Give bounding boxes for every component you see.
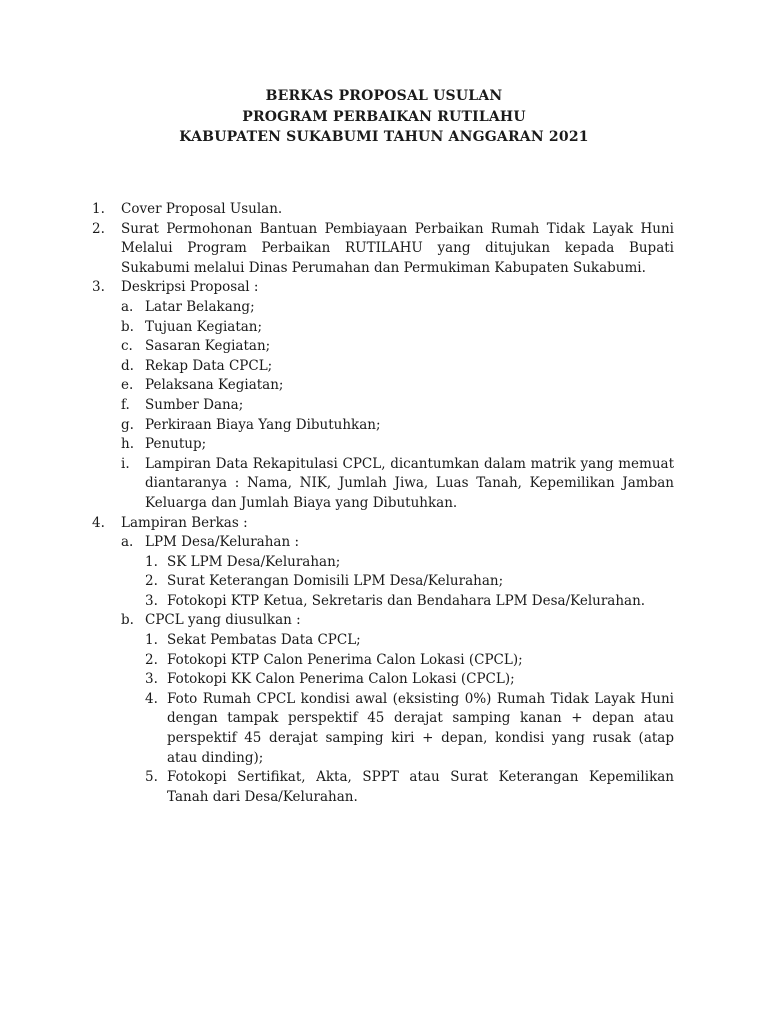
list-item-2 [0, 220, 674, 279]
list-text: Pelaksana Kegiatan; [145, 377, 284, 394]
list-marker: 2. [145, 573, 158, 590]
list-text: SK LPM Desa/Kelurahan; [167, 553, 341, 570]
sub-item-3d [0, 357, 674, 377]
sub-item-3f [0, 396, 674, 416]
list-marker: 4. [145, 690, 158, 707]
list-marker: a. [121, 298, 134, 315]
list-text: Penutup; [145, 436, 207, 453]
list-item-1 [0, 200, 674, 220]
list-text: Fotokopi KTP Ketua, Sekretaris dan Bendahara LPM Desa/Kelurahan. [167, 592, 646, 609]
list-marker: d. [121, 357, 134, 374]
title-line-1: BERKAS PROPOSAL USULAN [265, 88, 503, 104]
sub-item-4a-1 [0, 553, 674, 573]
list-text: Lampiran Berkas : [121, 514, 248, 531]
list-marker: e. [121, 377, 134, 394]
list-marker: b. [121, 318, 134, 335]
list-marker: 1. [92, 201, 105, 217]
list-text: Sasaran Kegiatan; [145, 338, 271, 355]
list-marker: c. [121, 338, 133, 355]
list-text: Sumber Dana; [145, 396, 244, 413]
list-marker: a. [121, 534, 134, 551]
sub-item-4b-3 [0, 670, 674, 690]
list-marker: g. [121, 416, 134, 433]
list-marker: 4. [92, 514, 105, 531]
list-marker: 1. [145, 632, 158, 649]
list-text: Lampiran Data Rekapitulasi CPCL, dicantumkan dalam matrik yang memuat diantaranya : Nama, NIK, Jumlah Jiwa, Luas Tanah, Kepemilikan Jamban Keluarga dan Jumlah Biaya yang Dibutuhkan. [145, 455, 674, 511]
list-marker: b. [121, 612, 134, 629]
list-text: Surat Permohonan Bantuan Pembiayaan Perbaikan Rumah Tidak Layak Huni Melalui Program Perbaikan RUTILAHU yang ditujukan kepada Bupati Sukabumi melalui Dinas Perumahan dan Permukiman Kabupaten Sukabumi. [121, 220, 674, 276]
list-text: CPCL yang diusulkan : [145, 612, 301, 629]
sub-item-4b-1 [0, 631, 674, 651]
sub-item-3c [0, 337, 674, 357]
list-marker: 1. [145, 553, 158, 570]
list-marker: 3. [145, 671, 158, 688]
list-marker: h. [121, 436, 134, 453]
sub-item-3b [0, 318, 674, 338]
list-marker: f. [121, 396, 130, 413]
list-text: Fotokopi KK Calon Penerima Calon Lokasi (CPCL); [167, 671, 515, 688]
list-text: Fotokopi Sertifikat, Akta, SPPT atau Surat Keterangan Kepemilikan Tanah dari Desa/Kelurahan. [167, 769, 674, 805]
list-text: Fotokopi KTP Calon Penerima Calon Lokasi (CPCL); [167, 651, 523, 668]
title-line-2: PROGRAM PERBAIKAN RUTILAHU [242, 108, 526, 125]
list-marker: 2. [145, 651, 158, 668]
list-text: Latar Belakang; [145, 298, 255, 315]
list-text: Foto Rumah CPCL kondisi awal (eksisting 0%) Rumah Tidak Layak Huni dengan tampak perspektif 45 derajat samping kanan + depan atau perspektif 45 derajat samping kiri + depan, kondisi yang rusak (atap atau dinding); [167, 690, 674, 766]
sub-item-3h [0, 435, 674, 455]
list-item-3 [0, 278, 674, 298]
list-marker: 5. [145, 769, 158, 786]
list-text: Surat Keterangan Domisili LPM Desa/Kelurahan; [167, 573, 504, 590]
list-item-4 [0, 514, 674, 534]
sub-item-3g [0, 416, 674, 436]
sub-item-4b-5 [0, 768, 674, 807]
list-text: Sekat Pembatas Data CPCL; [167, 632, 361, 649]
list-text: LPM Desa/Kelurahan : [145, 534, 300, 551]
list-marker: 3. [145, 592, 158, 609]
list-text: Deskripsi Proposal : [121, 279, 259, 296]
list-text: Cover Proposal Usulan. [121, 201, 283, 217]
sub-item-4a-3 [0, 592, 674, 612]
sub-item-3e [0, 376, 674, 396]
sub-item-4a [0, 533, 674, 553]
document-title [0, 86, 768, 148]
sub-item-4b [0, 611, 674, 631]
list-text: Tujuan Kegiatan; [145, 318, 263, 335]
sub-item-3a [0, 298, 674, 318]
list-marker: 3. [92, 279, 105, 296]
title-line-3: KABUPATEN SUKABUMI TAHUN ANGGARAN 2021 [179, 129, 589, 145]
list-marker: i. [121, 455, 130, 472]
list-text: Rekap Data CPCL; [145, 357, 273, 374]
list-text: Perkiraan Biaya Yang Dibutuhkan; [145, 416, 381, 433]
document-body [0, 200, 768, 807]
sub-item-4a-2 [0, 572, 674, 592]
sub-item-4b-2 [0, 651, 674, 671]
list-marker: 2. [92, 220, 105, 237]
sub-item-3i [0, 455, 674, 514]
sub-item-4b-4 [0, 690, 674, 768]
